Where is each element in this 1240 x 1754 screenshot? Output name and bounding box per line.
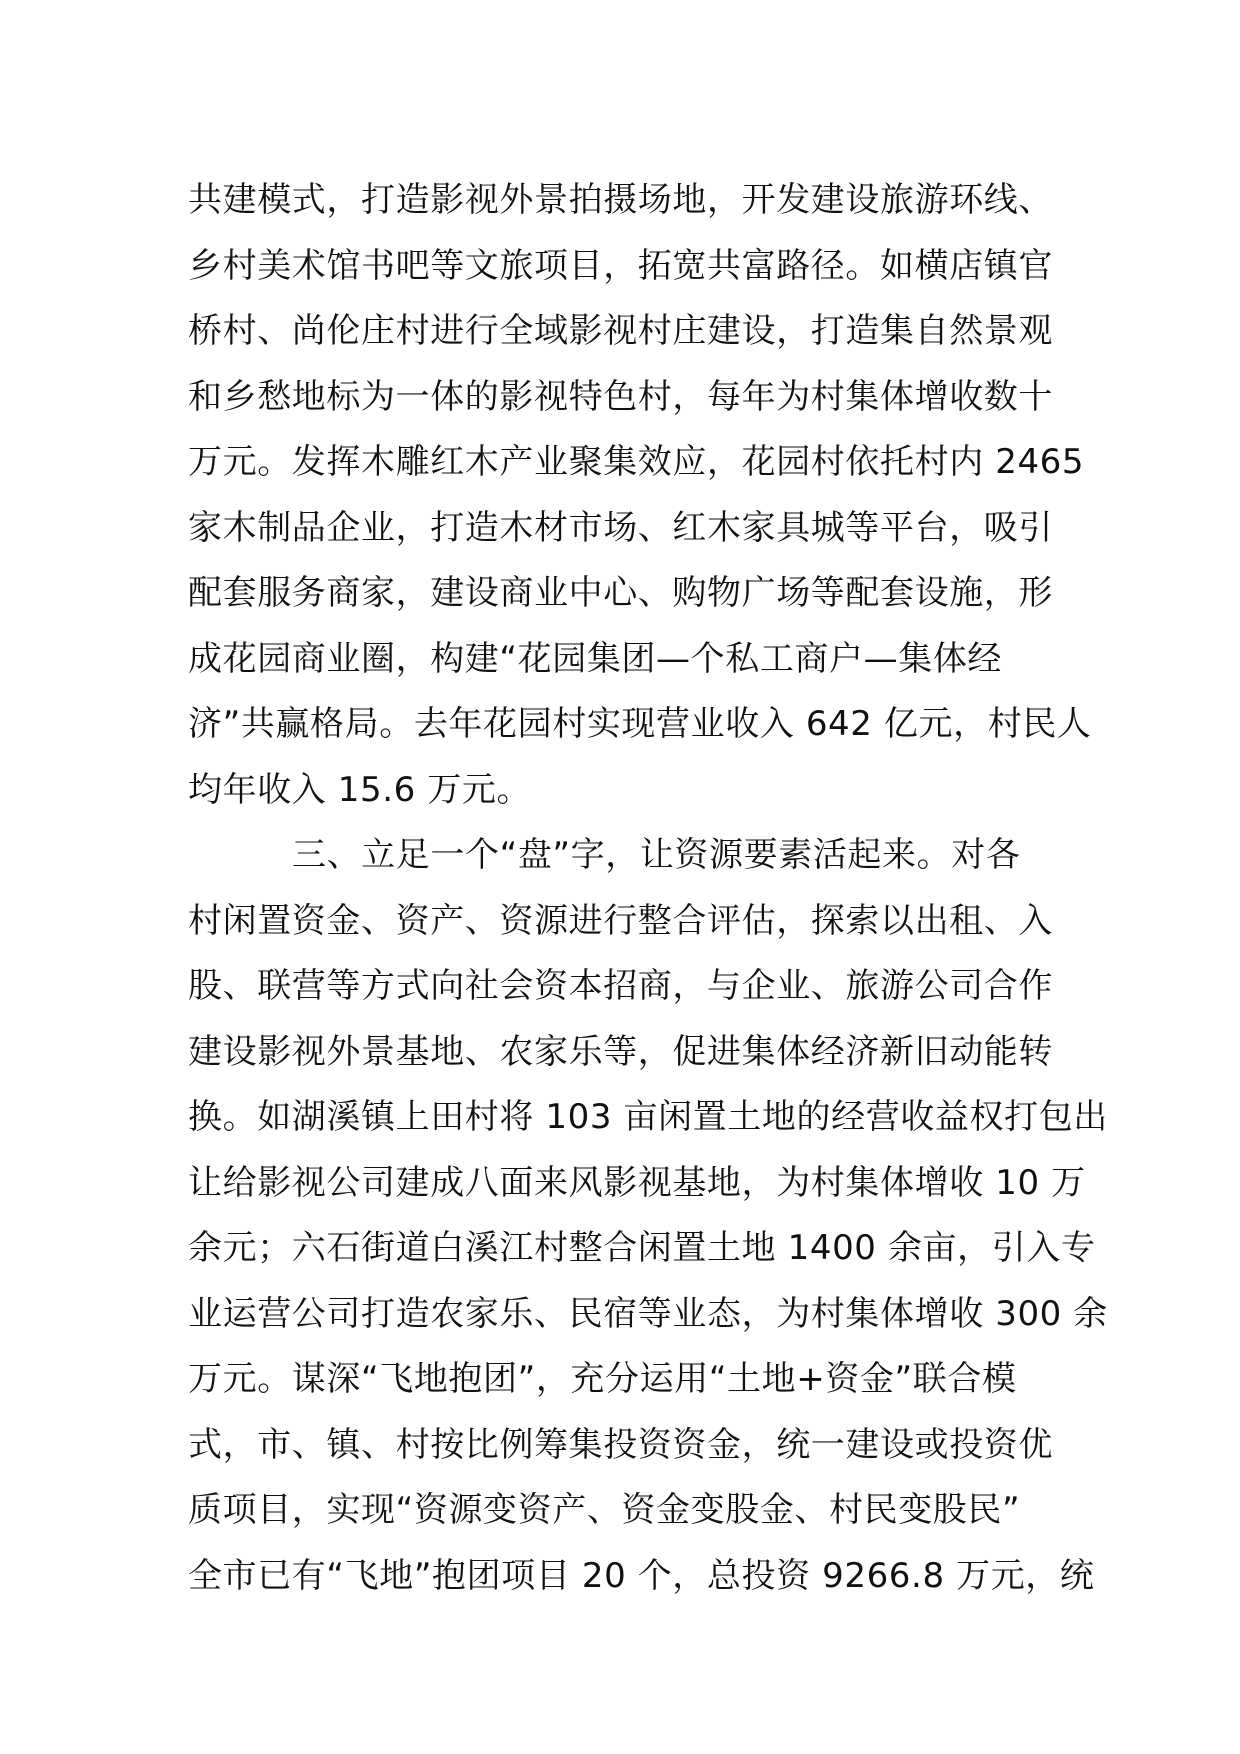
text-line: 万元。发挥木雕红木产业聚集效应，花园村依托村内 2465 xyxy=(188,442,1085,482)
text-line: 股、联营等方式向社会资本招商，与企业、旅游公司合作 xyxy=(188,966,1053,1006)
text-line: 桥村、尚伦庄村进行全域影视村庄建设，打造集自然景观 xyxy=(188,311,1053,351)
text-line: 全市已有“飞地”抱团项目 20 个，总投资 9266.8 万元，统 xyxy=(188,1555,1095,1596)
text-line: 和乡愁地标为一体的影视特色村，每年为村集体增收数十 xyxy=(188,376,1053,417)
text-line: 配套服务商家，建设商业中心、购物广场等配套设施，形 xyxy=(188,573,1053,613)
section-heading-line: 三、立足一个“盘”字，让资源要素活起来。对各 xyxy=(292,835,1021,875)
text-line: 家木制品企业，打造木材市场、红木家具城等平台，吸引 xyxy=(188,507,1053,548)
text-line: 换。如湖溪镇上田村将 103 亩闲置土地的经营收益权打包出 xyxy=(188,1097,1108,1137)
text-line: 业运营公司打造农家乐、民宿等业态，为村集体增收 300 余 xyxy=(188,1293,1108,1334)
text-line: 济”共赢格局。去年花园村实现营业收入 642 亿元，村民人 xyxy=(188,704,1092,744)
text-line: 万元。谋深“飞地抱团”，充分运用“土地+资金”联合模 xyxy=(188,1359,1017,1399)
text-line: 余元；六石街道白溪江村整合闲置土地 1400 余亩，引入专 xyxy=(188,1228,1096,1268)
text-line: 村闲置资金、资产、资源进行整合评估，探索以出租、入 xyxy=(188,900,1053,941)
text-line: 均年收入 15.6 万元。 xyxy=(188,769,532,810)
text-line: 质项目，实现“资源变资产、资金变股金、村民变股民” xyxy=(188,1490,1021,1530)
text-line: 让给影视公司建成八面来风影视基地，为村集体增收 10 万 xyxy=(188,1162,1086,1203)
text-line: 建设影视外景基地、农家乐等，促进集体经济新旧动能转 xyxy=(188,1031,1053,1072)
text-line: 共建模式，打造影视外景拍摄场地，开发建设旅游环线、 xyxy=(188,180,1053,220)
body-text xyxy=(188,168,1108,1609)
text-line: 成花园商业圈，构建“花园集团—个私工商户—集体经 xyxy=(188,638,1003,679)
text-line: 乡村美术馆书吧等文旅项目，拓宽共富路径。如横店镇官 xyxy=(188,245,1053,286)
text-line: 式，市、镇、村按比例筹集投资资金，统一建设或投资优 xyxy=(188,1424,1053,1465)
